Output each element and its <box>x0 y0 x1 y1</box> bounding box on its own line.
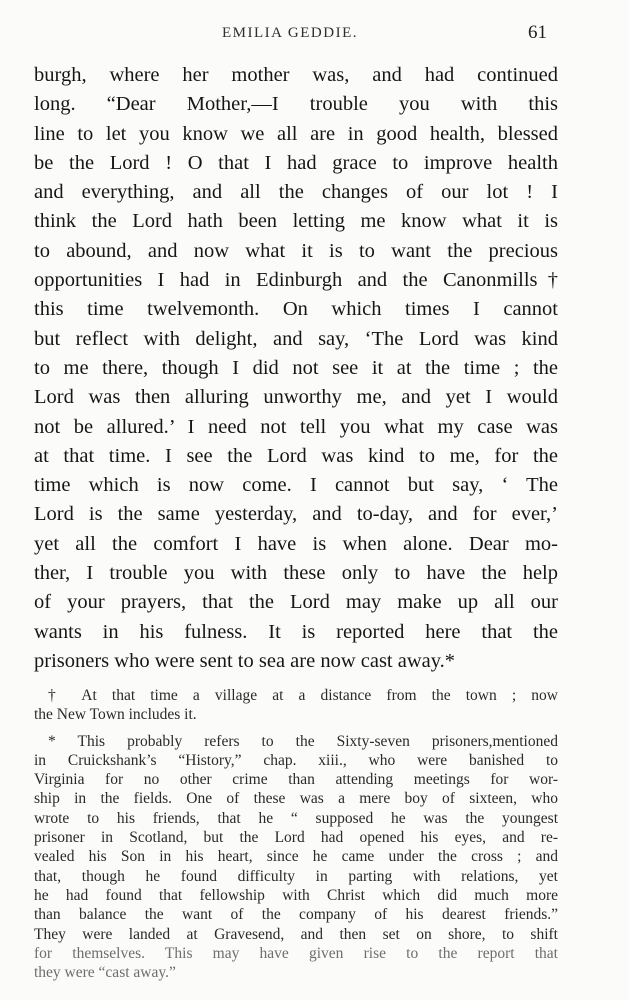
footnotes <box>34 686 558 982</box>
footnote-line: prisoner in Scotland, but the Lord had opened his eyes, and re- <box>34 829 558 847</box>
footnote-line: wrote to his friends, that he “ supposed he was the youngest <box>34 809 558 827</box>
text-line: Lord is the same yesterday, and to-day, and for ever,’ <box>34 503 558 526</box>
text-line: at that time. I see the Lord was kind to me, for the <box>34 444 558 467</box>
text-line: be the Lord ! O that I had grace to improve health <box>34 151 558 174</box>
footnote-line: in Cruickshank’s “History,” chap. xiii., who were banished to <box>34 751 558 769</box>
main-text <box>34 61 558 676</box>
running-title: EMILIA GEDDIE. <box>222 25 358 41</box>
footnote-line: * This probably refers to the Sixty-seven prisoners,mentioned <box>48 732 558 750</box>
text-line: long. “Dear Mother,—I trouble you with this <box>34 93 558 116</box>
footnote-star <box>34 732 558 983</box>
footnote-line: the New Town includes it. <box>34 706 197 724</box>
text-line: to abound, and now what it is to want the precious <box>34 239 558 262</box>
text-line: ther, I trouble you with these only to have the help <box>34 562 558 585</box>
text-line: time which is now come. I cannot but say, ‘ The <box>34 474 558 497</box>
text-line: but reflect with delight, and say, ‘The Lord was kind <box>34 327 558 350</box>
text-line: of your prayers, that the Lord may make up all our <box>34 591 558 614</box>
footnote-line: † At that time a village at a distance from the town ; now <box>48 687 558 704</box>
footnote-line: ship in the fields. One of these was a mere boy of sixteen, who <box>34 790 558 808</box>
text-line: burgh, where her mother was, and had continued <box>34 64 558 86</box>
text-line: Lord was then alluring unworthy me, and yet I would <box>34 386 558 409</box>
footnote-line: than balance the want of the company of his dearest friends.” <box>34 906 558 924</box>
running-head <box>0 22 629 46</box>
text-line: think the Lord hath been letting me know what it is <box>34 210 558 233</box>
text-line: this time twelvemonth. On which times I cannot <box>34 298 558 321</box>
text-line: wants in his fulness. It is reported here that the <box>34 620 558 643</box>
footnote-line: he had found that fellowship with Christ which did much more <box>34 886 558 904</box>
text-line: not be allured.’ I need not tell you what my case was <box>34 415 558 438</box>
text-line: to me there, though I did not see it at the time ; the <box>34 356 558 379</box>
footnote-line: They were landed at Gravesend, and then set on shore, to shift <box>34 925 558 943</box>
footnote-line: that, though he found difficulty in parting with relations, yet <box>34 867 558 885</box>
footnote-dagger <box>34 686 558 725</box>
footnote-line: Virginia for no other crime than attending meetings for wor- <box>34 771 558 789</box>
text-line: line to let you know we all are in good health, blessed <box>34 122 558 145</box>
text-line: opportunities I had in Edinburgh and the Canonmills† <box>34 269 558 292</box>
footnote-line: for themselves. This may have given rise to the report that <box>34 944 558 962</box>
text-line: yet all the comfort I have is when alone. Dear mo- <box>34 532 558 555</box>
footnote-line: vealed his Son in his heart, since he came under the cross ; and <box>34 848 558 866</box>
text-line: and everything, and all the changes of our lot ! I <box>34 181 558 204</box>
footnote-spacer <box>34 725 558 732</box>
footnote-line: they were “cast away.” <box>34 964 176 982</box>
text-line: prisoners who were sent to sea are now cast away.* <box>34 649 456 672</box>
page-number: 61 <box>528 22 547 43</box>
